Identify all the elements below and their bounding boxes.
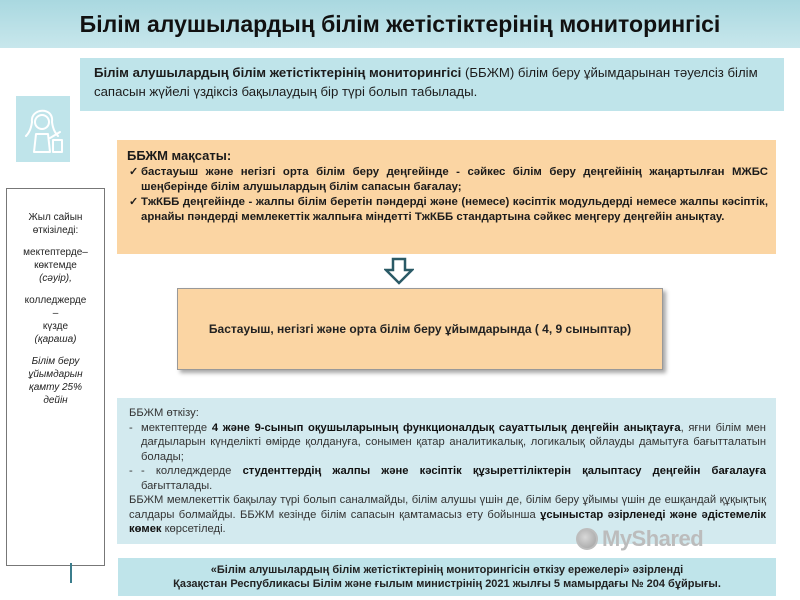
- coverage-line: Білім беру: [31, 356, 80, 367]
- teacher-icon: [16, 96, 70, 162]
- down-arrow-icon: [384, 257, 414, 285]
- schedule-line: мектептерде–: [23, 247, 88, 258]
- footer-banner: [118, 558, 776, 596]
- conduct-item: [129, 464, 766, 493]
- goal-text: ТжКББ деңгейінде - жалпы білім беретін пәндерді және (немесе) кәсіптік модульдерді немесе жалпы кәсіптік, арнайы пәндерді мемлекеттік жалпыға міндетті ТжКББ стандартына сәйкес меңгеру деңгейін анықтау.: [141, 196, 768, 223]
- intro-bold: Білім алушылардың білім жетістіктерінің мониторингісі: [94, 65, 462, 80]
- conduct-item-bold: 4 және 9-сынып оқушыларының функционалдық сауаттылық деңгейін анықтауға: [211, 421, 681, 434]
- list-dash: -: [129, 465, 133, 477]
- schedule-panel: [6, 188, 105, 566]
- schedule-line: өткізіледі:: [32, 225, 79, 236]
- conduct-item: [129, 421, 766, 465]
- conduct-item-text: бағытталады.: [141, 479, 213, 492]
- intro-banner: [80, 58, 784, 111]
- footer-line: Қазақстан Республикасы Білім және ғылым министрінің 2021 жылғы 5 мамырдағы № 204 бұйрығы.: [173, 578, 721, 590]
- watermark-text: MyShared: [602, 526, 704, 551]
- check-icon: ✓: [129, 196, 139, 208]
- goals-list: [127, 165, 768, 225]
- conduct-item-bold: студенттердің жалпы және кәсіптік құзыреттіліктерін қалыптасу деңгейін бағалауға: [242, 465, 767, 477]
- school-levels-text: Бастауыш, негізгі және орта білім беру ұйымдарында ( 4, 9 сыныптар): [208, 322, 632, 336]
- goals-box: [117, 140, 776, 254]
- conduct-box: [117, 398, 776, 544]
- coverage-line: дейін: [43, 395, 68, 406]
- coverage-line: ұйымдарын: [28, 369, 83, 380]
- schedule-line: (сәуір),: [39, 273, 72, 284]
- shell-icon: [576, 528, 598, 550]
- goal-item: [127, 165, 768, 195]
- schedule-line: (қараша): [34, 334, 77, 345]
- goals-title: ББЖМ мақсаты:: [127, 148, 232, 163]
- watermark-logo: [576, 524, 766, 554]
- footer-line: «Білім алушылардың білім жетістіктерінің мониторингісін өткізу ережелері» әзірленді: [210, 564, 684, 576]
- divider: [70, 563, 72, 583]
- schedule-line: колледжерде: [24, 295, 87, 306]
- conduct-heading: ББЖМ өткізу:: [129, 407, 199, 419]
- schedule-line: Жыл сайын: [28, 212, 83, 223]
- schedule-line: көктемде: [34, 260, 77, 271]
- intro-text: (ББЖМ) білім беру ұйымдарынан тәуелсіз білім сапасын жүйелі үздіксіз бақылаудың бір түрі болып табылады.: [94, 65, 758, 99]
- conduct-paragraph: ББЖМ мемлекеттік бақылау түрі болып саналмайды, білім алушы үшін де, білім беру ұйымы үшін де ешқандай құқықтық салдары болмайды. ББЖМ кезінде білім сапасын қамтамасыз ету бойынша ұсыныстар әзірленеді және әдістемелік көмек көрсетіледі.: [129, 494, 767, 535]
- conduct-paragraph-bold: ұсыныстар әзірленеді және әдістемелік көмек: [129, 508, 767, 535]
- goal-text: бастауыш және негізгі орта білім беру деңгейінде - сәйкес білім беру деңгейінің жаңартылған МЖБС шеңберінде білім алушылардың білім сапасын бағалау;: [141, 166, 768, 193]
- goal-item: [127, 195, 768, 225]
- conduct-item-text: , яғни білім мен дағдыларын күнделікті өмірде қолдануға, сонымен қатар аналитикалық, логикалық ойлауды дамытуға бағытталатын болады;: [141, 421, 766, 463]
- conduct-item-text: - колледждерде: [141, 465, 243, 477]
- check-icon: ✓: [129, 166, 139, 178]
- coverage-line: қамту 25%: [28, 382, 83, 393]
- schedule-line: күзде: [42, 321, 69, 332]
- school-levels-box: [177, 288, 663, 370]
- list-dash: -: [129, 421, 133, 434]
- page-title: Білім алушылардың білім жетістіктерінің мониторингісі: [79, 10, 721, 37]
- title-bar: [0, 0, 800, 48]
- schedule-line: –: [52, 308, 59, 319]
- conduct-item-text: мектептерде: [141, 421, 212, 434]
